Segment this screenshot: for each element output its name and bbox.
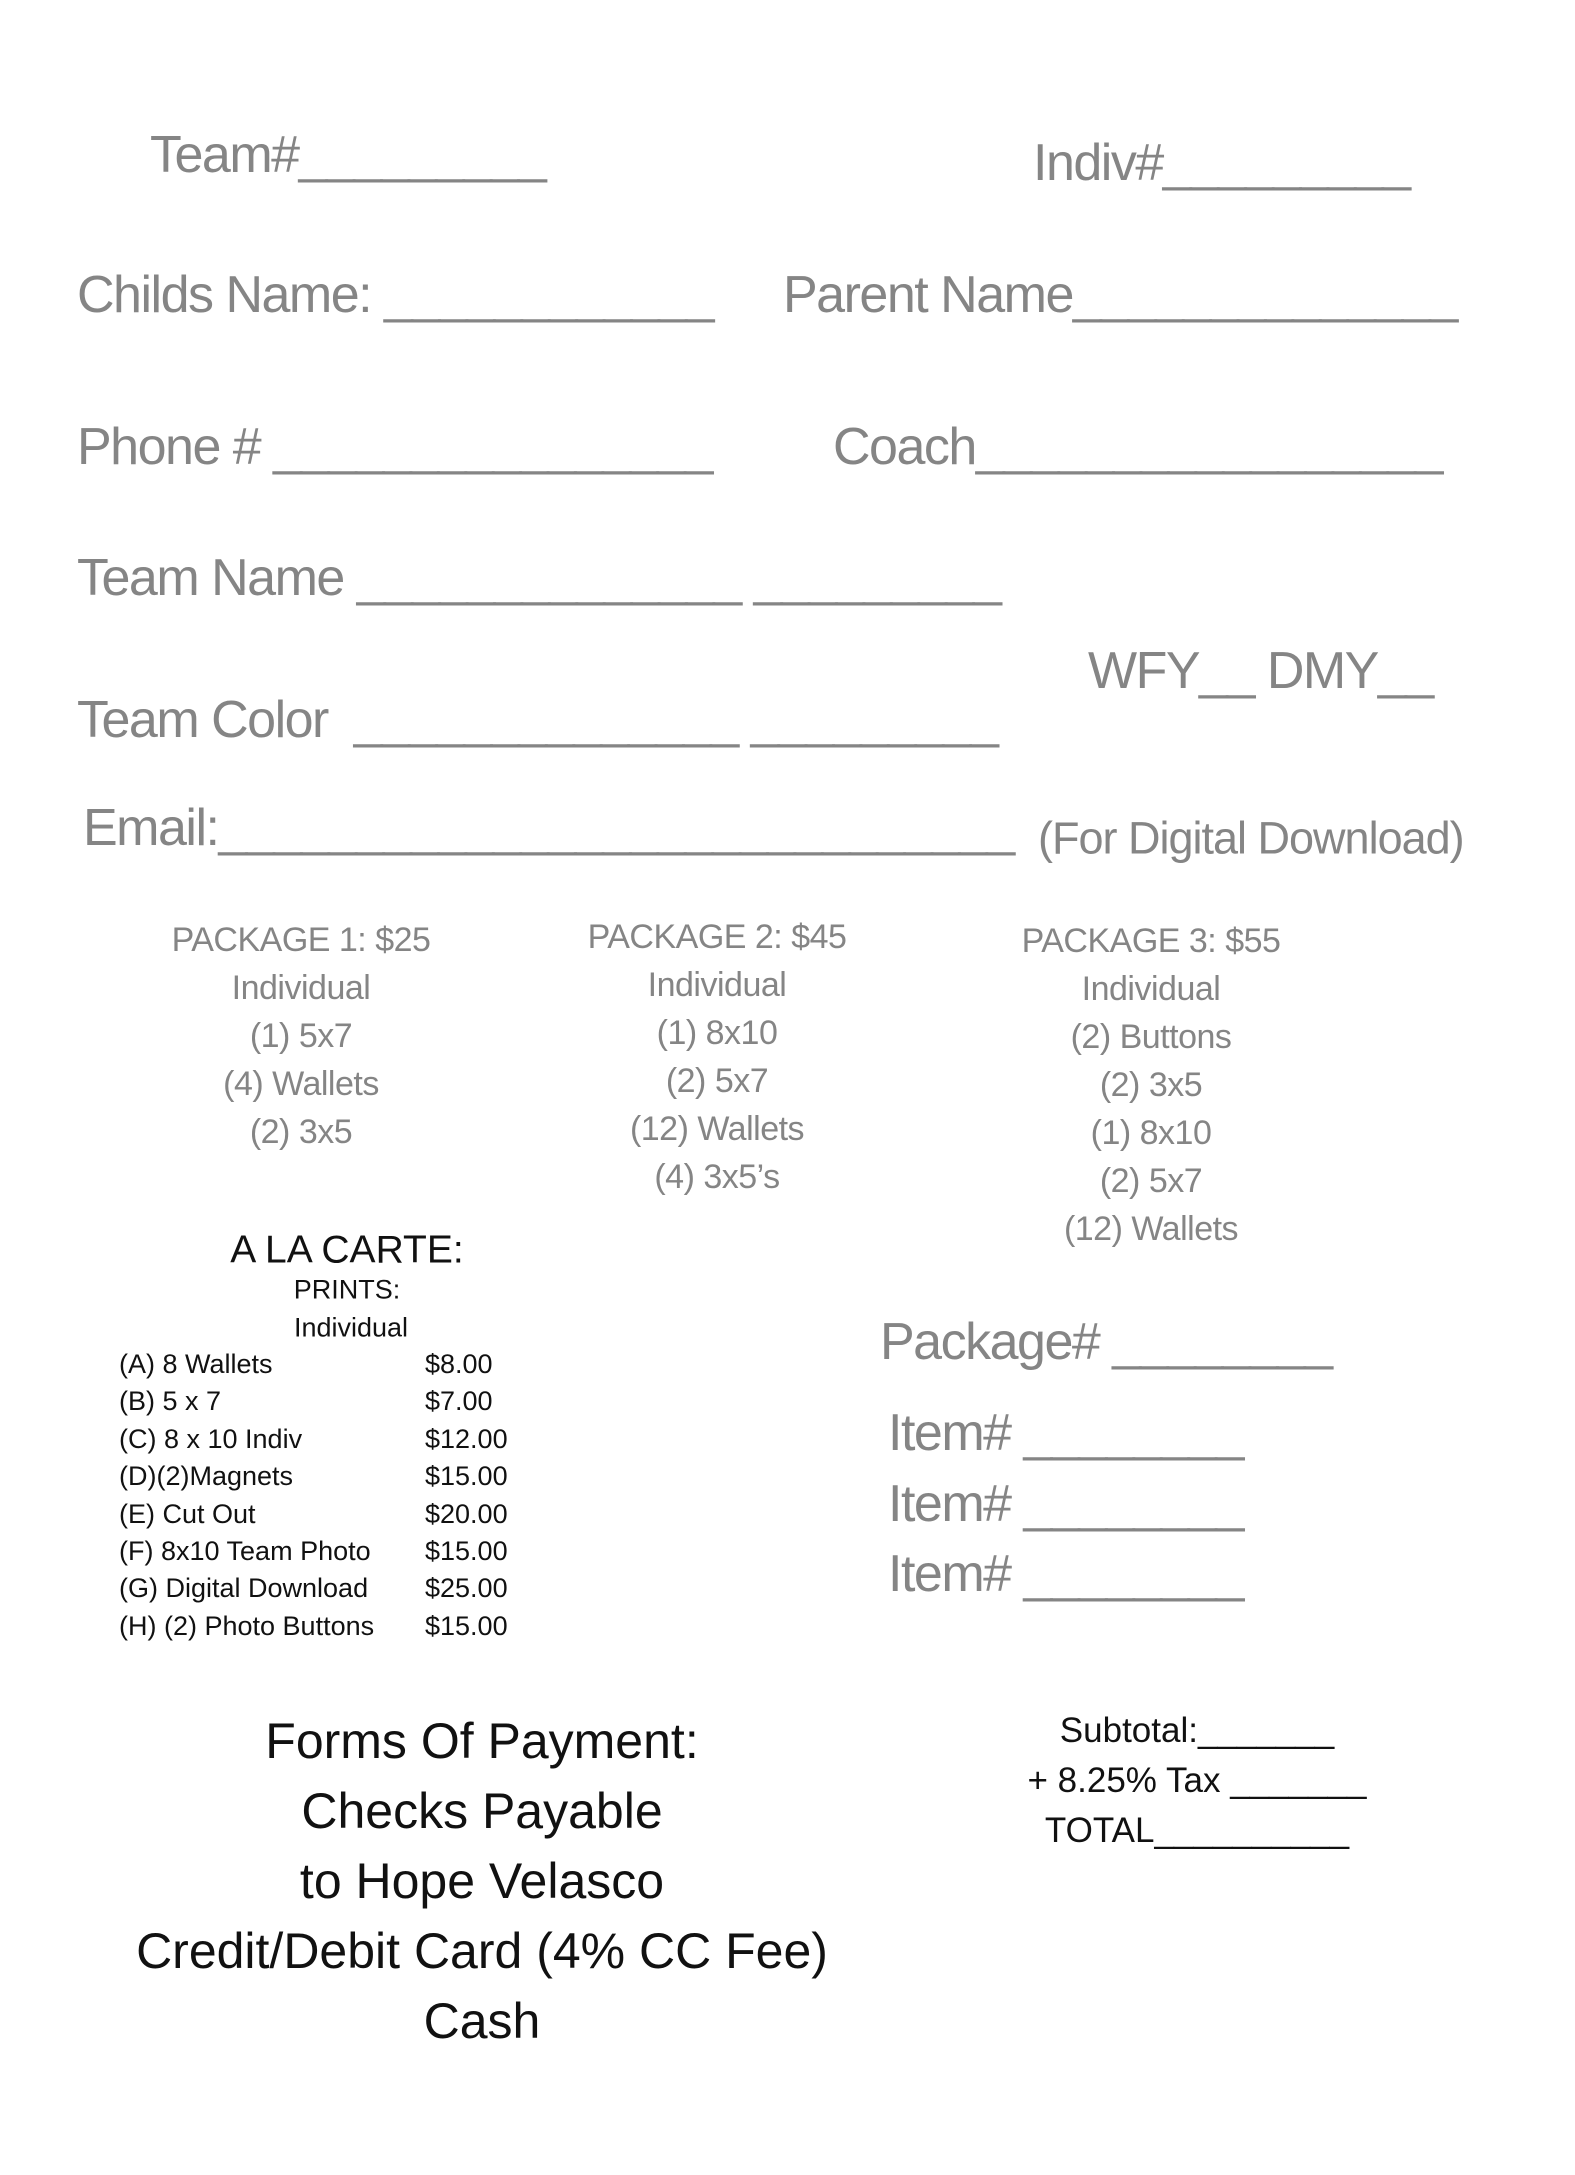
payment-line: Checks Payable bbox=[301, 1783, 663, 1839]
a-la-carte-subtitle2: Individual bbox=[293, 1312, 409, 1343]
item-label: (A) 8 Wallets bbox=[119, 1349, 273, 1379]
team-color-field[interactable]: Team Color ______________ _________ bbox=[77, 691, 998, 749]
item-label: (E) Cut Out bbox=[119, 1498, 256, 1529]
email-field[interactable]: Email:_____________________________ bbox=[83, 799, 1014, 857]
package-item: Individual bbox=[1081, 970, 1221, 1008]
package-item: Individual bbox=[647, 966, 787, 1004]
payment-line: to Hope Velasco bbox=[299, 1853, 665, 1909]
package-item: (1) 8x10 bbox=[656, 1014, 778, 1052]
package-title: PACKAGE 3: $55 bbox=[1021, 922, 1281, 960]
package-item: Individual bbox=[231, 969, 371, 1007]
parent-name-field[interactable]: Parent Name______________ bbox=[783, 266, 1457, 324]
package-item: (1) 8x10 bbox=[1090, 1114, 1212, 1152]
list-item bbox=[119, 1533, 519, 1570]
payment-line: Cash bbox=[423, 1993, 541, 2049]
item-number-field-2[interactable]: Item# ________ bbox=[888, 1475, 1243, 1533]
a-la-carte-subtitle: PRINTS: bbox=[293, 1274, 401, 1305]
item-price: $15.00 bbox=[425, 1610, 508, 1641]
item-number-field-3[interactable]: Item# ________ bbox=[888, 1545, 1243, 1603]
item-price: $15.00 bbox=[425, 1461, 508, 1492]
total-field[interactable]: TOTAL__________ bbox=[1044, 1811, 1350, 1850]
package-number-field[interactable]: Package# ________ bbox=[880, 1313, 1332, 1371]
package-item: (2) 3x5 bbox=[249, 1113, 353, 1151]
item-label: (D)(2)Magnets bbox=[119, 1461, 294, 1492]
item-price: $15.00 bbox=[425, 1535, 508, 1566]
subtotal-field[interactable]: Subtotal:_______ bbox=[1059, 1711, 1335, 1750]
team-number-field[interactable]: Team#_________ bbox=[150, 126, 546, 184]
payment-line: Credit/Debit Card (4% CC Fee) bbox=[136, 1923, 828, 1979]
package-3 bbox=[1022, 917, 1281, 1253]
list-item bbox=[119, 1458, 519, 1495]
item-price: $12.00 bbox=[425, 1423, 508, 1454]
list-item bbox=[119, 1346, 519, 1383]
indiv-number-field[interactable]: Indiv#_________ bbox=[1033, 134, 1410, 192]
package-item: (12) Wallets bbox=[629, 1110, 805, 1148]
item-price: $8.00 bbox=[425, 1349, 493, 1379]
coach-field[interactable]: Coach_________________ bbox=[833, 418, 1442, 476]
item-price: $25.00 bbox=[425, 1573, 508, 1604]
item-label: (G) Digital Download bbox=[119, 1573, 369, 1604]
package-item: (1) 5x7 bbox=[249, 1017, 353, 1055]
item-price: $20.00 bbox=[425, 1498, 508, 1529]
item-label: (H) (2) Photo Buttons bbox=[119, 1610, 375, 1641]
package-item: (2) 5x7 bbox=[665, 1062, 769, 1100]
list-item bbox=[119, 1570, 519, 1607]
package-item: (2) 5x7 bbox=[1099, 1162, 1203, 1200]
list-item bbox=[119, 1383, 519, 1420]
package-item: (4) 3x5’s bbox=[654, 1158, 780, 1196]
item-label: (C) 8 x 10 Indiv bbox=[119, 1423, 303, 1454]
list-item bbox=[119, 1421, 519, 1458]
team-name-field[interactable]: Team Name ______________ _________ bbox=[77, 549, 1001, 607]
wfy-dmy-field[interactable]: WFY__ DMY__ bbox=[1088, 642, 1433, 700]
tax-field[interactable]: + 8.25% Tax _______ bbox=[1027, 1761, 1367, 1800]
item-label: (B) 5 x 7 bbox=[119, 1386, 222, 1417]
list-item bbox=[119, 1608, 519, 1645]
item-price: $7.00 bbox=[425, 1386, 493, 1417]
package-2 bbox=[588, 913, 847, 1201]
package-item: (2) 3x5 bbox=[1099, 1066, 1203, 1104]
a-la-carte-title: A LA CARTE: bbox=[230, 1228, 464, 1272]
package-item: (12) Wallets bbox=[1063, 1210, 1239, 1248]
package-title: PACKAGE 2: $45 bbox=[587, 918, 847, 956]
package-title: PACKAGE 1: $25 bbox=[171, 921, 431, 959]
item-label: (F) 8x10 Team Photo bbox=[119, 1535, 371, 1566]
payment-info bbox=[136, 1706, 828, 2056]
childs-name-field[interactable]: Childs Name: ____________ bbox=[77, 266, 714, 324]
email-note: (For Digital Download) bbox=[1038, 812, 1464, 864]
a-la-carte-list bbox=[119, 1346, 519, 1645]
phone-field[interactable]: Phone # ________________ bbox=[77, 418, 712, 476]
item-number-field-1[interactable]: Item# ________ bbox=[888, 1404, 1243, 1462]
package-item: (4) Wallets bbox=[223, 1065, 379, 1103]
list-item bbox=[119, 1496, 519, 1533]
package-1 bbox=[172, 916, 431, 1156]
payment-line: Forms Of Payment: bbox=[265, 1713, 699, 1769]
totals bbox=[1028, 1706, 1367, 1856]
package-item: (2) Buttons bbox=[1070, 1018, 1232, 1056]
